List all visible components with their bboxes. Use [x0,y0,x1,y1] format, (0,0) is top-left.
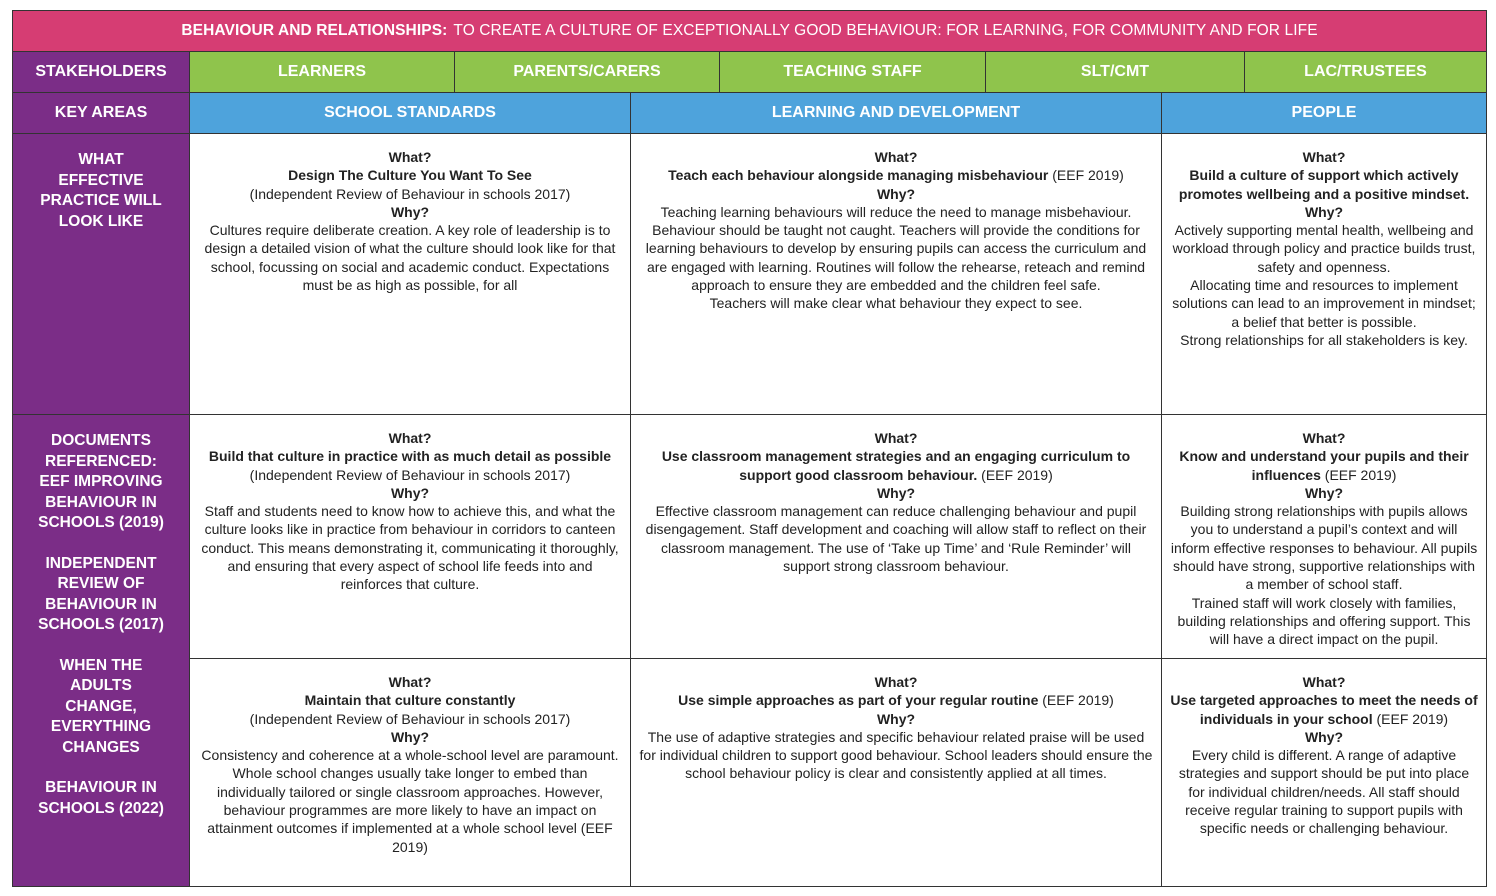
cell-text: Teaching learning behaviours will reduce the need to manage misbehaviour. Behaviour should be taught not caught. Teachers will provide the conditions for learning behaviours to develop by ensuring pupils can access the curriculum and are engaged with learning. Routines will follow the rehearse, reteach and remind approach to ensure they are embedded and the children feel safe. [645,203,1147,294]
table-title [13,11,1487,52]
side-line: EVERYTHING [50,718,152,735]
cell-heading [639,447,1153,484]
cell-heading [1170,166,1478,203]
cell-source: (Independent Review of Behaviour in schools 2017) [249,466,571,483]
side-effective-practice [13,134,190,415]
cell-text: Building strong relationships with pupils allows you to understand a pupil’s context and will inform effective responses to behaviour. All pupils should have strong, supportive relationships with a member of school staff. [1170,503,1478,593]
cell-standards-2 [190,415,631,659]
content-row-3 [13,659,1487,887]
content-row-1 [13,134,1487,415]
cell-heading-text: Build that culture in practice with as much detail as possible [208,448,612,465]
side-line: BEHAVIOUR IN [45,595,157,613]
side-line: REFERENCED: [45,452,157,470]
cell-text: Cultures require deliberate creation. A key role of leadership is to design a detailed vision of what the culture should look like for that school, focussing on social and academic conduct. Expectations must be as high as possible, for all [204,222,616,294]
title-row [13,11,1487,52]
cell-heading-text: Design The Culture You Want To See [288,167,532,184]
side-line: BEHAVIOUR IN [45,493,157,511]
cell-heading-text: Use simple approaches as part of your regular routine [678,692,1039,709]
side-line: CHANGE, [65,697,137,715]
what-label: What? [388,674,432,690]
cell-text: Effective classroom management can reduce challenging behaviour and pupil disengagement. Staff development and coaching will allow staff to reflect on their classroom management. The use of ‘Take up Time’ and ‘Rule Reminder’ will support strong classroom behaviour. [645,503,1147,575]
what-label: What? [874,674,918,690]
cell-source: (Independent Review of Behaviour in schools 2017) [249,185,571,202]
cell-heading-text: Maintain that culture constantly [304,692,516,709]
what-label: What? [1302,430,1346,446]
cell-heading [1170,691,1478,728]
what-label: What? [1302,674,1346,690]
stakeholders-label: STAKEHOLDERS [13,52,190,93]
stakeholder-lac-trustees: LAC/TRUSTEES [1245,52,1487,93]
cell-text: Consistency and coherence at a whole-school level are paramount. Whole school changes usually take longer to embed than individually tailored or single classroom approaches. However, behaviour programmes are more likely to have an impact on attainment outcomes if implemented at a whole school level (EEF 2019) [201,747,619,855]
title-bold: BEHAVIOUR AND RELATIONSHIPS: [181,22,448,39]
side-line: CHANGES [62,738,140,756]
cell-people-2 [1162,415,1487,659]
cell-people-3 [1162,659,1487,887]
side-line: DOCUMENTS [51,432,151,449]
key-area-people: PEOPLE [1162,93,1487,134]
side-line: WHEN THE [59,656,143,674]
side-line: PRACTICE WILL [40,192,162,209]
title-rest: TO CREATE A CULTURE OF EXCEPTIONALLY GOOD BEHAVIOUR: FOR LEARNING, FOR COMMUNITY AND FOR LIFE [453,22,1318,39]
cell-source-inline: (EEF 2019) [1052,167,1124,184]
cell-source-inline: (EEF 2019) [1042,692,1114,709]
why-label: Why? [876,484,916,501]
cell-source: (Independent Review of Behaviour in schools 2017) [249,710,571,727]
cell-standards-3 [190,659,631,887]
cell-text: Actively supporting mental health, wellbeing and workload through policy and practice builds trust, safety and openness. [1172,222,1476,275]
side-block [13,431,189,534]
why-label: Why? [876,710,916,727]
cell-text: Staff and students need to know how to achieve this, and what the culture looks like in practice from behaviour in corridors to canteen conduct. This means demonstrating it, communicating it thoroughly, and ensuring that every aspect of school life feeds into and reinforces that culture. [201,503,619,593]
cell-heading [198,166,622,184]
side-block [13,778,189,819]
cell-heading [198,691,622,709]
why-label: Why? [390,484,430,501]
side-line: LOOK LIKE [58,212,144,230]
why-label: Why? [390,203,430,220]
stakeholder-teaching-staff: TEACHING STAFF [720,52,986,93]
cell-standards-1 [190,134,631,415]
side-block [13,554,189,636]
what-label: What? [874,149,918,165]
behaviour-relationships-table [12,10,1487,887]
stakeholders-row [13,52,1487,93]
stakeholder-learners: LEARNERS [190,52,455,93]
cell-heading [1170,447,1478,484]
side-line: SCHOOLS (2017) [38,616,164,633]
what-label: What? [388,430,432,446]
cell-heading [639,691,1153,709]
stakeholder-slt-cmt: SLT/CMT [986,52,1245,93]
side-block [13,656,189,759]
cell-heading-text: Use targeted approaches to meet the needs of individuals in your school [1170,692,1478,727]
cell-source-inline: (EEF 2019) [1324,466,1397,483]
what-label: What? [1302,149,1346,165]
side-line: EFFECTIVE [58,171,144,189]
what-label: What? [388,149,432,165]
cell-source-inline: (EEF 2019) [1376,710,1449,727]
side-line: SCHOOLS (2022) [38,799,164,817]
side-line: SCHOOLS (2019) [38,514,164,531]
cell-heading-text: Know and understand your pupils and their influences [1179,448,1469,483]
cell-learning-1 [631,134,1162,415]
stakeholder-parents-carers: PARENTS/CARERS [455,52,720,93]
key-areas-label: KEY AREAS [13,93,190,134]
cell-text: The use of adaptive strategies and specific behaviour related praise will be used for individual children to support good behaviour. School leaders should ensure the school behaviour policy is clear and consistently applied at all times. [639,728,1153,782]
cell-text: Allocating time and resources to implement solutions can lead to an improvement in mindset; a belief that better is possible. [1172,277,1476,330]
cell-heading-text: Use classroom management strategies and an engaging curriculum to support good classroom behaviour. [661,448,1131,483]
cell-people-1 [1162,134,1487,415]
behaviour-relationships-table-frame [12,10,1486,886]
content-row-2 [13,415,1487,659]
cell-heading-text: Teach each behaviour alongside managing misbehaviour [668,167,1049,184]
cell-learning-3 [631,659,1162,887]
side-line: WHAT [78,151,124,168]
cell-source-inline: (EEF 2019) [981,466,1053,483]
cell-text: Trained staff will work closely with families, building relationships and offering support. This will have a direct impact on the pupil. [1177,594,1471,648]
why-label: Why? [1304,203,1344,220]
cell-text: Teachers will make clear what behaviour they expect to see. [709,295,1083,312]
cell-learning-2 [631,415,1162,659]
key-area-school-standards: SCHOOL STANDARDS [190,93,631,134]
side-line: ADULTS [70,677,132,694]
what-label: What? [874,430,918,446]
cell-heading-text: Build a culture of support which actively promotes wellbeing and a positive mindset. [1178,167,1470,202]
key-areas-row [13,93,1487,134]
cell-text: Strong relationships for all stakeholders is key. [1180,331,1468,348]
why-label: Why? [1304,484,1344,501]
why-label: Why? [390,728,430,745]
why-label: Why? [1304,728,1344,745]
why-label: Why? [876,185,916,202]
side-documents-referenced [13,415,190,887]
side-line: INDEPENDENT [45,554,157,572]
cell-text: Every child is different. A range of adaptive strategies and support should be put into place for individual children/needs. All staff should receive regular training to support pupils with specific needs or challenging behaviour. [1178,747,1470,837]
key-area-learning-development: LEARNING AND DEVELOPMENT [631,93,1162,134]
side-line: EEF IMPROVING [39,473,163,490]
cell-heading [639,166,1153,184]
side-line: BEHAVIOUR IN [45,779,157,796]
cell-heading [198,447,622,465]
side-line: REVIEW OF [57,575,145,592]
